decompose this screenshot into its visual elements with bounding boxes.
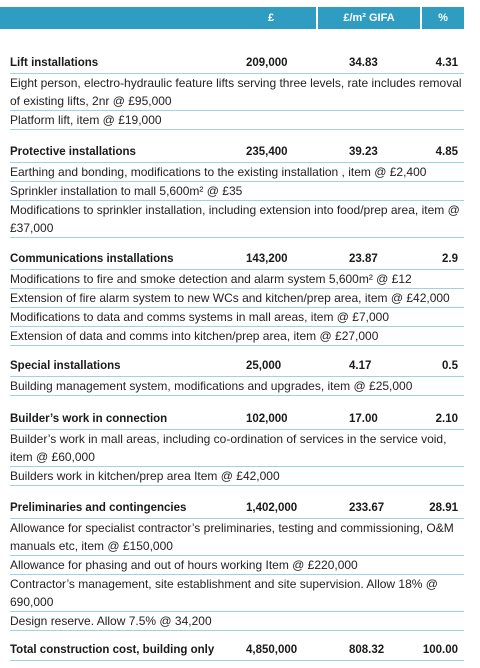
section-cost: 209,000 (246, 57, 288, 69)
line-item: Allowance for phasing and out of hours working Item @ £220,000 (10, 556, 464, 575)
section-percent: 4.85 (435, 146, 458, 158)
section-gifa: 233.67 (349, 502, 385, 514)
section-name: Lift installations (10, 57, 99, 69)
table-header (0, 7, 480, 29)
section-cost: 235,400 (246, 146, 288, 158)
section-percent: 2.9 (442, 253, 458, 265)
header-percent-column: % (422, 7, 464, 29)
section-summary-row (10, 410, 464, 430)
header-cost-column: £ (0, 7, 316, 29)
total-row-section (10, 641, 464, 661)
section-gifa: 34.83 (349, 57, 378, 69)
section-summary-row (10, 357, 464, 377)
total-summary-row (10, 641, 464, 661)
section-percent: 0.5 (442, 360, 458, 372)
section-name: Builder’s work in connection (10, 413, 168, 425)
section-special-installations (10, 357, 464, 396)
section-preliminaries (10, 499, 464, 631)
line-item: Modifications to fire and smoke detection and alarm system 5,600m² @ £12 (10, 270, 464, 289)
total-gifa: 808.32 (349, 644, 385, 656)
line-item: Modifications to data and comms systems in mall areas, item @ £7,000 (10, 308, 464, 327)
line-item: Platform lift, item @ £19,000 (10, 111, 464, 130)
section-summary-row (10, 250, 464, 270)
section-builders-work (10, 410, 464, 486)
line-item: Design reserve. Allow 7.5% @ 34,200 (10, 612, 464, 631)
section-gifa: 39.23 (349, 146, 378, 158)
line-item: Eight person, electro-hydraulic feature lifts serving three levels, rate includes removal of existing lifts, 2nr @ £95,000 (10, 74, 464, 111)
line-item: Allowance for specialist contractor’s preliminaries, testing and commissioning, O&M manuals etc, item @ £150,000 (10, 519, 464, 556)
section-cost: 1,402,000 (246, 502, 298, 514)
line-item: Contractor’s management, site establishment and site supervision. Allow 18% @ 690,000 (10, 575, 464, 612)
section-lift-installations (10, 54, 464, 130)
line-item: Modifications to sprinkler installation, including extension into food/prep area, item @ £37,000 (10, 201, 464, 238)
line-item: Builders work in kitchen/prep area Item @ £42,000 (10, 467, 464, 486)
section-percent: 4.31 (435, 57, 458, 69)
total-name: Total construction cost, building only (10, 644, 215, 656)
section-gifa: 17.00 (349, 413, 378, 425)
line-item: Building management system, modifications and upgrades, item @ £25,000 (10, 377, 464, 396)
section-gifa: 23.87 (349, 253, 378, 265)
section-communications-installations (10, 250, 464, 346)
total-cost: 4,850,000 (246, 644, 298, 656)
total-percent: 100.00 (422, 644, 458, 656)
section-protective-installations (10, 143, 464, 238)
line-item: Builder’s work in mall areas, including co-ordination of services in the service void, item @ £60,000 (10, 430, 464, 467)
section-percent: 28.91 (429, 502, 458, 514)
line-item: Extension of fire alarm system to new WCs and kitchen/prep area, item @ £42,000 (10, 289, 464, 308)
header-gifa-column: £/m² GIFA (318, 7, 420, 29)
section-cost: 25,000 (246, 360, 282, 372)
section-summary-row (10, 143, 464, 163)
section-name: Special installations (10, 360, 121, 372)
section-name: Protective installations (10, 146, 136, 158)
section-cost: 143,200 (246, 253, 288, 265)
line-item: Earthing and bonding, modifications to the existing installation , item @ £2,400 (10, 163, 464, 182)
section-gifa: 4.17 (349, 360, 372, 372)
section-name: Communications installations (10, 253, 174, 265)
section-name: Preliminaries and contingencies (10, 502, 187, 514)
section-percent: 2.10 (435, 413, 458, 425)
line-item: Extension of data and comms into kitchen/prep area, item @ £27,000 (10, 327, 464, 346)
line-item: Sprinkler installation to mall 5,600m² @ £35 (10, 182, 464, 201)
section-summary-row (10, 499, 464, 519)
section-cost: 102,000 (246, 413, 288, 425)
section-summary-row (10, 54, 464, 74)
